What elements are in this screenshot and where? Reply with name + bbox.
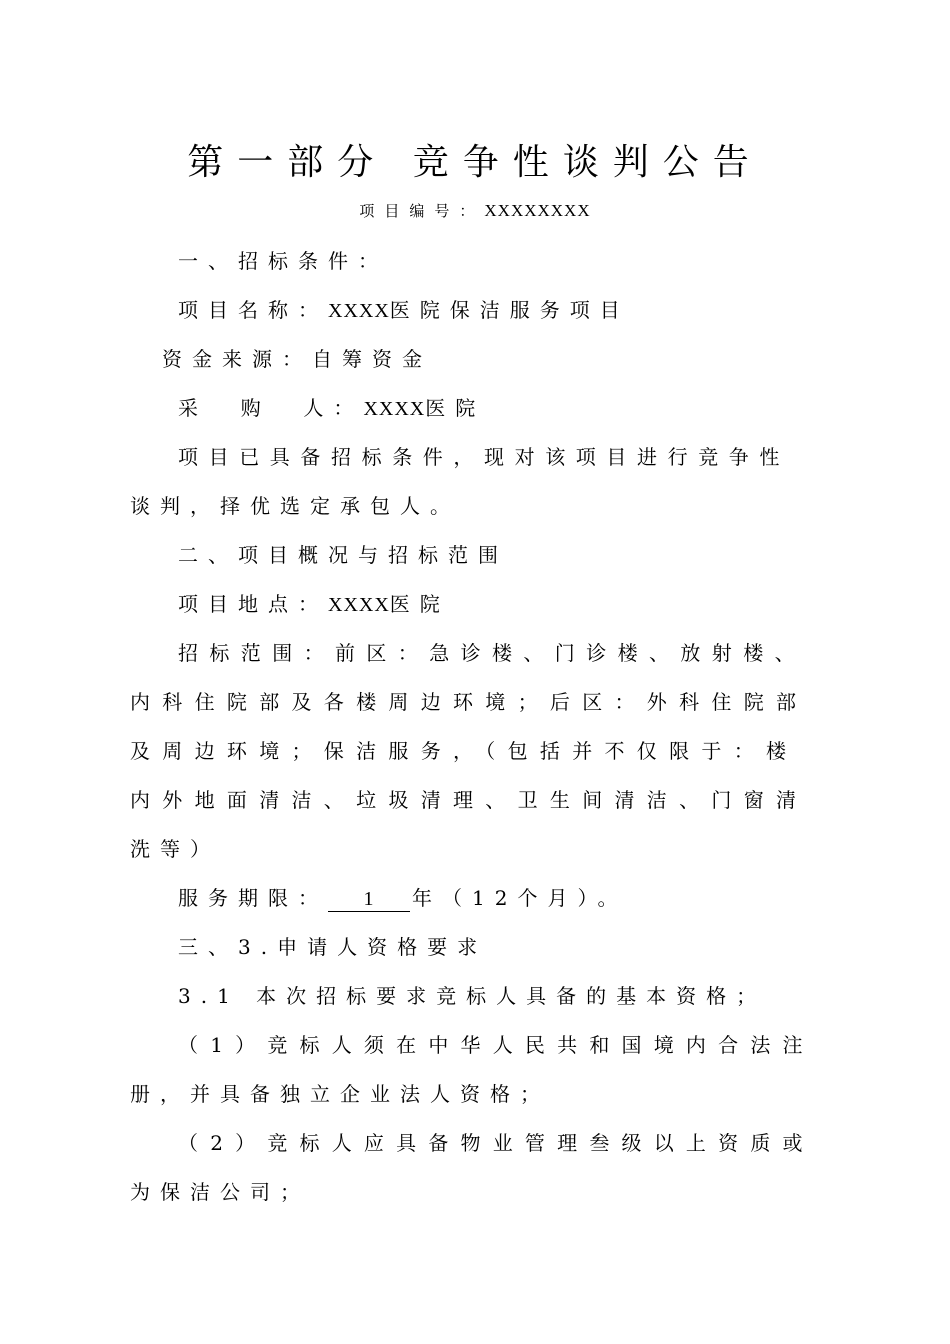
requirement-2-line-1: （2）竞标人应具备物业管理叁级以上资质或 (178, 1131, 815, 1155)
service-term-line (178, 883, 627, 913)
project-name-text: 医院保洁服务项目 (389, 298, 630, 322)
purchaser-line (178, 393, 485, 424)
requirement-1-line-2: 册，并具备独立企业法人资格； (130, 1082, 550, 1106)
location-code: XXXX (328, 594, 390, 616)
section2-heading: 二、项目概况与招标范围 (178, 543, 508, 567)
project-number-label: 项目编号： (359, 202, 485, 220)
project-name-line (178, 295, 630, 326)
service-term-label: 服务期限： (178, 886, 328, 910)
scope-line-1: 招标范围：前区：急诊楼、门诊楼、放射楼、 (178, 641, 806, 665)
section1-heading: 一、招标条件： (178, 249, 388, 273)
scope-line-3: 及周边环境；保洁服务，（包括并不仅限于：楼 (130, 739, 799, 763)
page-title: 第一部分 竞争性谈判公告 (187, 142, 763, 183)
project-number (0, 200, 950, 222)
service-term-value: 1 (328, 887, 410, 912)
location-label: 项目地点： (178, 592, 328, 616)
scope-line-4: 内外地面清洁、垃圾清理、卫生间清洁、门窗清 (130, 788, 809, 812)
requirement-2-line-2: 为保洁公司； (130, 1180, 310, 1204)
location-text: 医院 (389, 592, 450, 616)
scope-line-5: 洗等） (130, 837, 220, 861)
project-name-label: 项目名称： (178, 298, 328, 322)
condition-text-1: 项目已具备招标条件，现对该项目进行竞争性 (178, 445, 790, 469)
location-line (178, 589, 450, 620)
section3-heading: 三、3.申请人资格要求 (178, 935, 488, 959)
purchaser-code: XXXX (363, 398, 426, 420)
condition-line-1 (178, 442, 820, 472)
project-name-code: XXXX (328, 300, 390, 322)
scope-line-2: 内科住院部及各楼周边环境；后区：外科住院部 (130, 690, 809, 714)
service-term-text: 年（12个月）。 (412, 886, 628, 910)
condition-line-2: 谈判，择优选定承包人。 (130, 494, 460, 518)
project-number-value: XXXXXXXX (484, 201, 591, 220)
requirement-3-1: 3.1 本次招标要求竞标人具备的基本资格； (178, 984, 767, 1008)
fund-source-line: 资金来源：自筹资金 (162, 347, 432, 371)
requirement-1-line-1: （1）竞标人须在中华人民共和国境内合法注 (178, 1033, 815, 1057)
purchaser-label: 采 购 人： (178, 396, 364, 420)
purchaser-text: 医院 (425, 396, 486, 420)
